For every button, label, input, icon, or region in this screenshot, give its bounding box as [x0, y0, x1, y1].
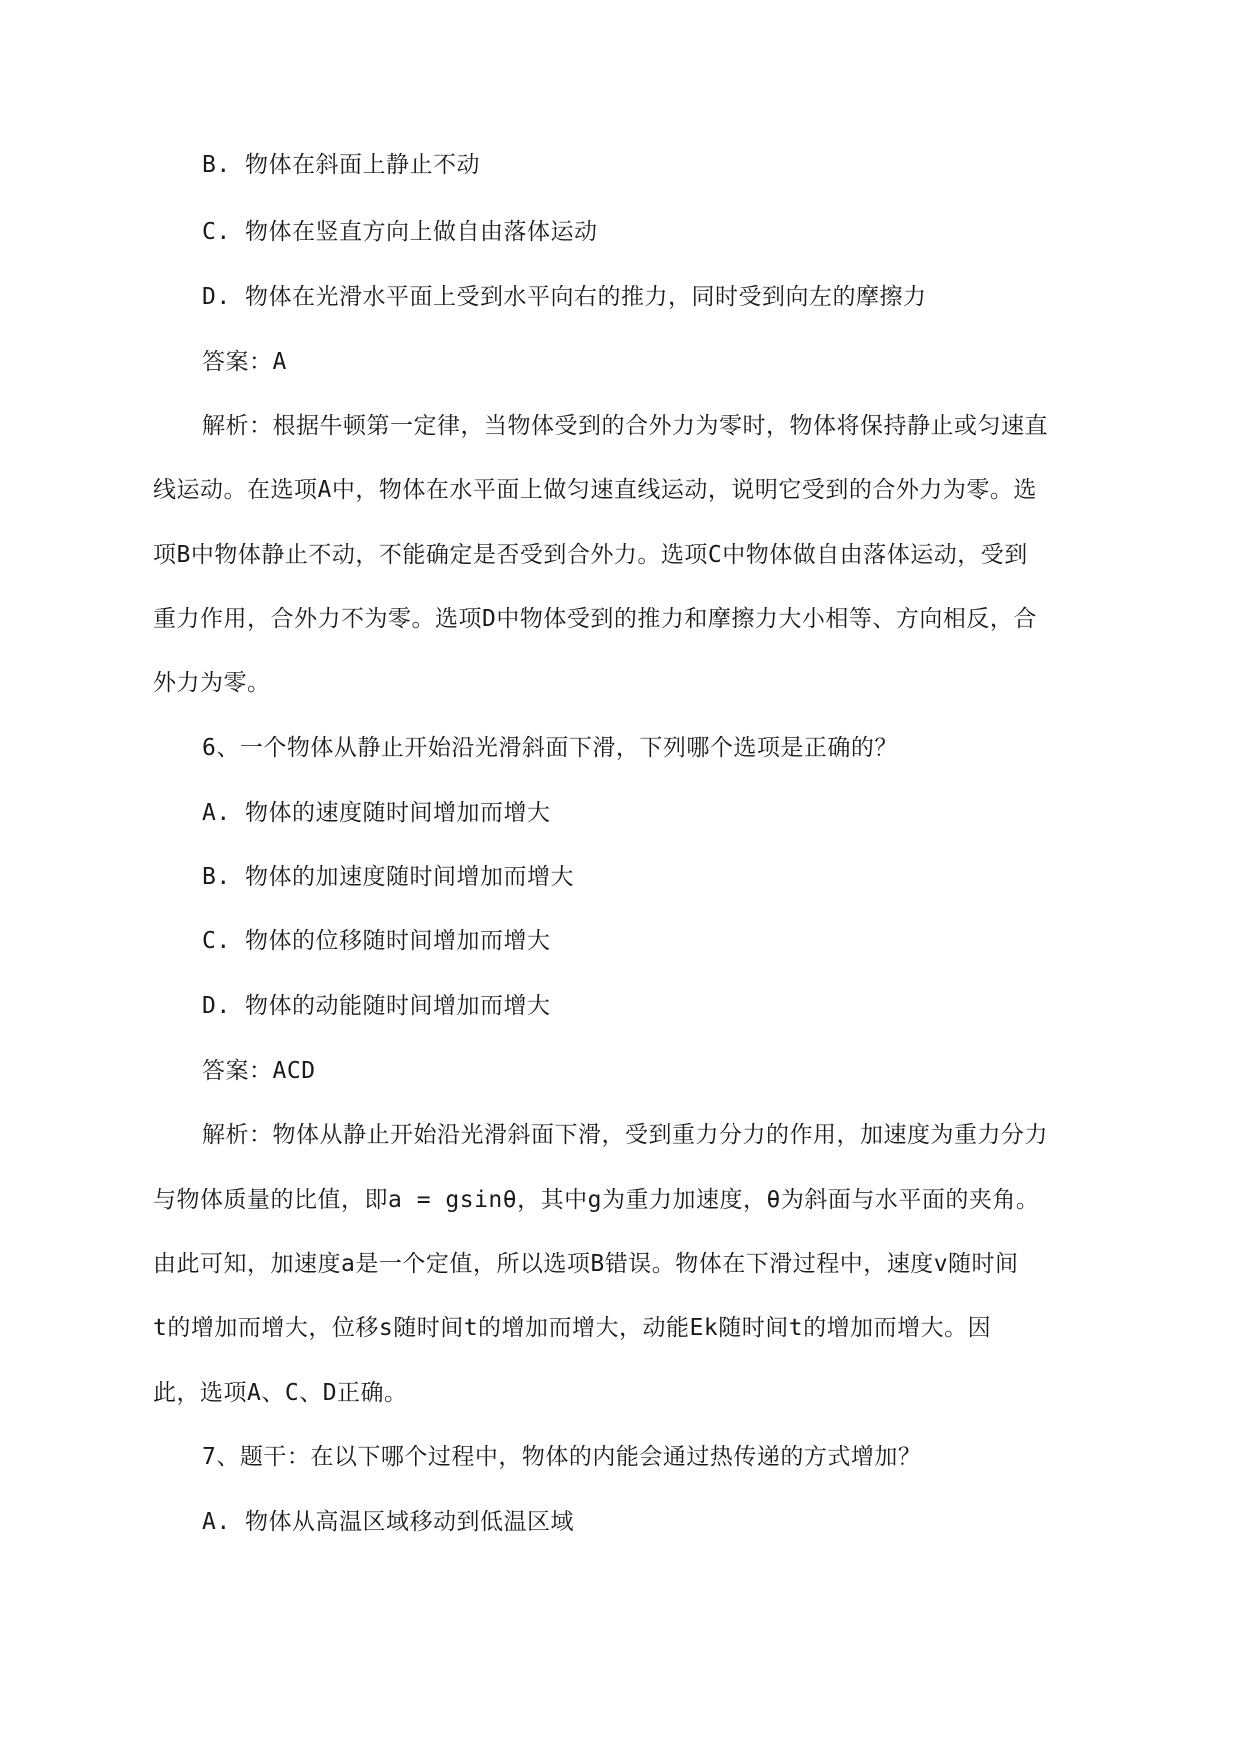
question-6: 6、一个物体从静止开始沿光滑斜面下滑，下列哪个选项是正确的？ — [202, 735, 898, 761]
explanation-q6-line-5: 此，选项A、C、D正确。 — [153, 1380, 408, 1406]
explanation-q6-line-4: t的增加而增大，位移s随时间t的增加而增大，动能Ek随时间t的增加而增大。因 — [153, 1315, 992, 1341]
explanation-q6-line-3: 由此可知，加速度a是一个定值，所以选项B错误。物体在下滑过程中，速度v随时间 — [153, 1251, 1019, 1277]
explanation-q5-line-4: 重力作用，合外力不为零。选项D中物体受到的推力和摩擦力大小相等、方向相反，合 — [153, 606, 1037, 632]
option-a-q6: A. 物体的速度随时间增加而增大 — [202, 800, 551, 826]
option-a-q7: A. 物体从高温区域移动到低温区域 — [202, 1509, 575, 1535]
explanation-q5-line-3: 项B中物体静止不动，不能确定是否受到合外力。选项C中物体做自由落体运动，受到 — [153, 542, 1028, 568]
option-d-q5: D. 物体在光滑水平面上受到水平向右的推力，同时受到向左的摩擦力 — [202, 284, 927, 310]
option-c-q6: C. 物体的位移随时间增加而增大 — [202, 928, 551, 954]
explanation-q6-line-2: 与物体质量的比值，即a = gsinθ，其中g为重力加速度，θ为斜面与水平面的夹角。 — [153, 1187, 1040, 1213]
explanation-q5-line-2: 线运动。在选项A中，物体在水平面上做匀速直线运动，说明它受到的合外力为零。选 — [153, 477, 1037, 503]
explanation-q5-line-1: 解析：根据牛顿第一定律，当物体受到的合外力为零时，物体将保持静止或匀速直 — [202, 413, 1048, 439]
option-c-q5: C. 物体在竖直方向上做自由落体运动 — [202, 219, 598, 245]
explanation-q5-line-5: 外力为零。 — [153, 670, 271, 696]
answer-q5: 答案：A — [202, 349, 287, 375]
option-b-q5: B. 物体在斜面上静止不动 — [202, 152, 481, 178]
question-7: 7、题干：在以下哪个过程中，物体的内能会通过热传递的方式增加？ — [202, 1444, 922, 1470]
option-d-q6: D. 物体的动能随时间增加而增大 — [202, 993, 551, 1019]
explanation-q6-line-1: 解析：物体从静止开始沿光滑斜面下滑，受到重力分力的作用，加速度为重力分力 — [202, 1122, 1048, 1148]
answer-q6: 答案：ACD — [202, 1058, 316, 1084]
option-b-q6: B. 物体的加速度随时间增加而增大 — [202, 864, 575, 890]
